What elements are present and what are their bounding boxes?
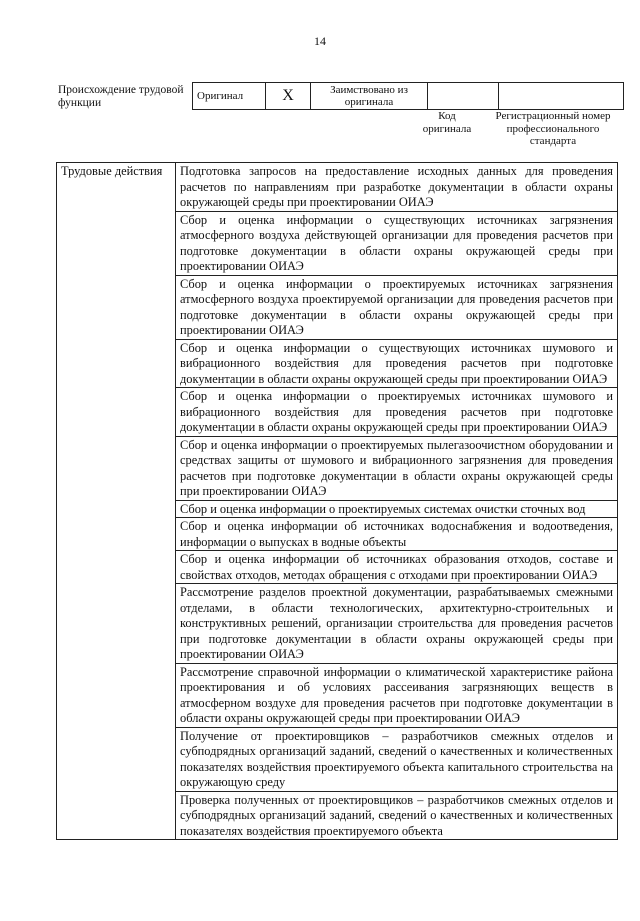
action-text: Сбор и оценка информации о проектируемых источниках шумового и вибрационного воздействия для проведения расчетов при подготовке документации в области охраны окружающей среды при проектировании ОИАЭ <box>176 388 618 437</box>
code-cell <box>428 83 499 110</box>
action-text: Сбор и оценка информации об источниках водоснабжения и водоотведения, информации о выпусках в водные объекты <box>176 518 618 551</box>
borrowed-cell: Заимствовано из оригинала <box>311 83 428 110</box>
action-text: Сбор и оценка информации об источниках образования отходов, составе и свойствах отходов, методах обращения с отходами при проектировании ОИАЭ <box>176 551 618 584</box>
labor-actions-table <box>56 162 618 840</box>
original-mark: X <box>266 83 311 110</box>
action-text: Проверка полученных от проектировщиков – разработчиков смежных отделов и субподрядных организаций заданий, сведений о качественных и количественных показателях воздействия проектируемого объекта <box>176 791 618 840</box>
original-cell: Оригинал <box>193 83 266 110</box>
action-text: Рассмотрение разделов проектной документации, разрабатываемых смежными отделами, в области технологических, архитектурно-строительных и конструктивных решений, организации строительства для проведения расчетов при подготовке документации в области охраны окружающей среды при проектировании ОИАЭ <box>176 584 618 664</box>
reg-number-cell <box>499 83 624 110</box>
section-label: Трудовые действия <box>57 163 176 840</box>
action-text: Подготовка запросов на предоставление исходных данных для проведения расчетов по направлениям при разработке документации в области охраны окружающей среды при проектировании ОИАЭ <box>176 163 618 212</box>
code-original-label: Код оригинала <box>422 110 472 135</box>
action-text: Рассмотрение справочной информации о климатической характеристике района проектирования и об условиях рассеивания загрязняющих веществ в атмосферном воздухе для проведения расчетов при подготовке документации в области охраны окружающей среды при проектировании ОИАЭ <box>176 663 618 727</box>
origin-label: Происхождение трудовой функции <box>58 84 184 109</box>
origin-table <box>192 82 624 110</box>
reg-number-label: Регистрационный номер профессионального стандарта <box>495 110 611 147</box>
action-text: Сбор и оценка информации о проектируемых пылегазоочистном оборудовании и средствах защиты от шумового и вибрационного загрязнения для проведения расчетов при подготовке документации в области охраны окружающей среды при проектировании ОИАЭ <box>176 436 618 500</box>
action-text: Получение от проектировщиков – разработчиков смежных отделов и субподрядных организаций заданий, сведений о качественных и количественных показателях воздействия проектируемого объекта капитального строительства на окружающую среду <box>176 727 618 791</box>
page-number: 14 <box>314 34 326 48</box>
action-text: Сбор и оценка информации о проектируемых системах очистки сточных вод <box>176 500 618 518</box>
action-text: Сбор и оценка информации о проектируемых источниках загрязнения атмосферного воздуха проектируемой организации для проведения расчетов при подготовке документации в области охраны окружающей среды при проектировании ОИАЭ <box>176 275 618 339</box>
action-text: Сбор и оценка информации о существующих источниках загрязнения атмосферного воздуха действующей организации для проведения расчетов при подготовке документации в области охраны окружающей среды при проектировании ОИАЭ <box>176 211 618 275</box>
action-row <box>57 163 618 212</box>
action-text: Сбор и оценка информации о существующих источниках шумового и вибрационного воздействия для проведения расчетов при подготовке документации в области охраны окружающей среды при проектировании ОИАЭ <box>176 339 618 388</box>
